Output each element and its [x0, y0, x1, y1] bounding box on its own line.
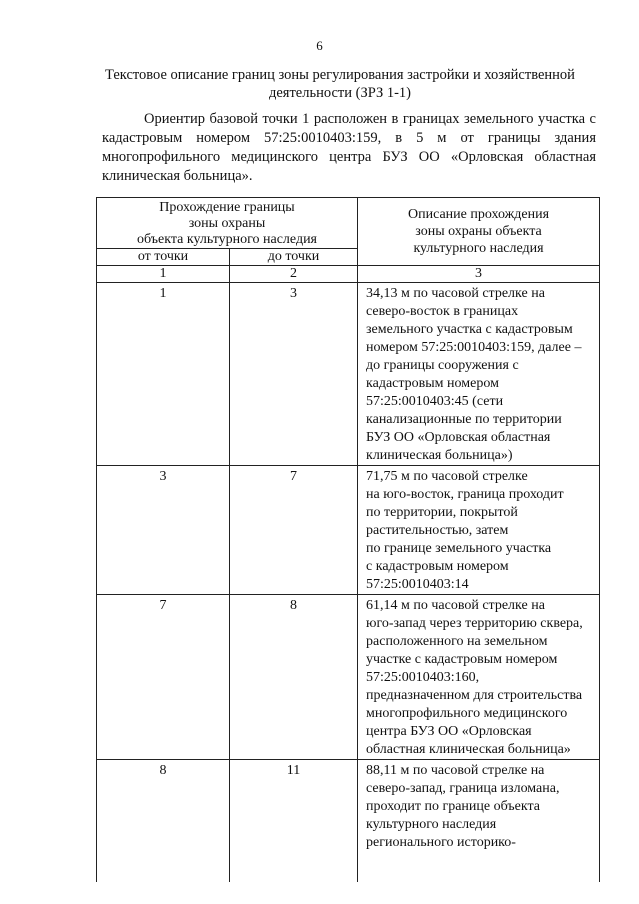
- header-description: [358, 198, 600, 266]
- description-line: 34,13 м по часовой стрелке на: [366, 286, 545, 301]
- description-line: 57:25:0010403:45 (сети: [366, 394, 504, 409]
- intro-line-3: многопрофильного медицинского центра БУЗ ОО «Орловская областная: [102, 149, 596, 165]
- table-row: [97, 595, 600, 760]
- intro-line-4: клиническая больница».: [102, 168, 253, 184]
- description-line: кадастровым номером: [366, 376, 499, 391]
- document-title-line-1: Текстовое описание границ зоны регулирования застройки и хозяйственной: [105, 67, 575, 83]
- to-point-cell: 7: [230, 466, 358, 595]
- intro-paragraph: [102, 110, 596, 186]
- description-line: проходит по границе объекта: [366, 799, 540, 814]
- table-row: [97, 760, 600, 883]
- from-point-cell: 7: [97, 595, 230, 760]
- description-line: с кадастровым номером: [366, 559, 509, 574]
- description-line: на юго-восток, граница проходит: [366, 487, 564, 502]
- description-cell: [358, 760, 600, 883]
- column-number-3: 3: [358, 266, 600, 283]
- to-point-cell: 8: [230, 595, 358, 760]
- header-group-line-2: зоны охраны: [188, 216, 266, 231]
- description-line: предназначенном для строительства: [366, 688, 583, 703]
- description-line: по территории, покрытой: [366, 505, 518, 520]
- intro-line-1: Ориентир базовой точки 1 расположен в границах земельного участка с: [144, 111, 596, 127]
- description-line: земельного участка с кадастровым: [366, 322, 573, 337]
- description-line: культурного наследия: [366, 817, 497, 832]
- table-row: [97, 283, 600, 466]
- description-line: до границы сооружения с: [366, 358, 519, 373]
- header-group-line-1: Прохождение границы: [159, 200, 295, 215]
- header-desc-line-3: культурного наследия: [413, 241, 544, 256]
- description-line: клиническая больница»): [366, 448, 513, 463]
- description-line: многопрофильного медицинского: [366, 706, 568, 721]
- column-number-2: 2: [230, 266, 358, 283]
- description-line: по границе земельного участка: [366, 541, 552, 556]
- table-header-row: [97, 198, 600, 249]
- description-line: участке с кадастровым номером: [366, 652, 558, 667]
- document-title: [90, 66, 590, 102]
- description-cell: [358, 595, 600, 760]
- description-line: центра БУЗ ОО «Орловская: [366, 724, 532, 739]
- header-to-point: до точки: [230, 249, 358, 266]
- page-number: 6: [316, 38, 323, 53]
- description-line: растительностью, затем: [366, 523, 509, 538]
- header-desc-line-1: Описание прохождения: [407, 207, 550, 222]
- header-from-point: от точки: [97, 249, 230, 266]
- description-line: северо-запад, граница изломана,: [366, 781, 560, 796]
- description-line: юго-запад через территорию сквера,: [366, 616, 583, 631]
- intro-line-2: кадастровым номером 57:25:0010403:159, в 5 м от границы здания: [102, 130, 596, 146]
- description-line: БУЗ ОО «Орловская областная: [366, 430, 551, 445]
- boundary-table: [96, 197, 600, 882]
- table-row: [97, 466, 600, 595]
- description-line: расположенного на земельном: [366, 634, 548, 649]
- from-point-cell: 3: [97, 466, 230, 595]
- description-line: северо-восток в границах: [366, 304, 519, 319]
- header-group-line-3: объекта культурного наследия: [137, 232, 317, 247]
- description-line: 71,75 м по часовой стрелке: [366, 469, 528, 484]
- description-cell: [358, 466, 600, 595]
- description-line: областная клиническая больница»: [366, 742, 571, 757]
- to-point-cell: 3: [230, 283, 358, 466]
- from-point-cell: 8: [97, 760, 230, 883]
- description-line: номером 57:25:0010403:159, далее –: [366, 340, 582, 355]
- description-line: 61,14 м по часовой стрелке на: [366, 598, 545, 613]
- to-point-cell: 11: [230, 760, 358, 883]
- description-line: 57:25:0010403:160,: [366, 670, 480, 685]
- description-cell: [358, 283, 600, 466]
- document-title-line-2: деятельности (ЗРЗ 1-1): [268, 85, 411, 101]
- from-point-cell: 1: [97, 283, 230, 466]
- description-line: канализационные по территории: [366, 412, 562, 427]
- table-column-numbers-row: [97, 266, 600, 283]
- description-line: 88,11 м по часовой стрелке на: [366, 763, 545, 778]
- description-line: 57:25:0010403:14: [366, 577, 469, 592]
- header-boundary-passage: [97, 198, 358, 249]
- column-number-1: 1: [97, 266, 230, 283]
- header-desc-line-2: зоны охраны объекта: [415, 224, 542, 239]
- description-line: регионального историко-: [366, 835, 516, 850]
